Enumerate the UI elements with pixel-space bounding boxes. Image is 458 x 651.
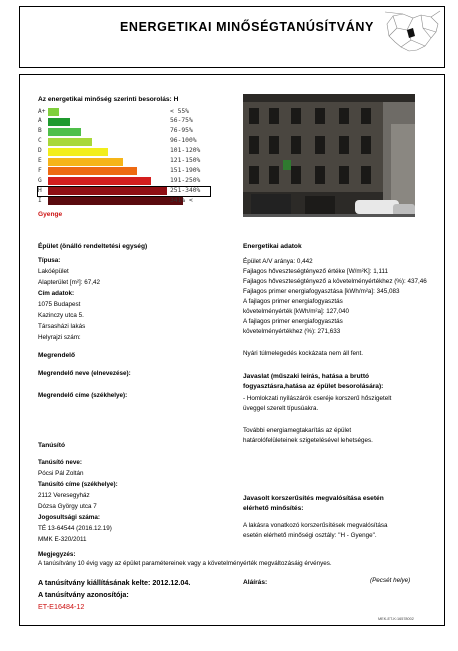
building-address-line: 1075 Budapest	[38, 301, 81, 308]
proposal-text: - Homlokzati nyílászárók cseréje korszerű hőszigetelt	[243, 395, 392, 402]
rating-class-letter: G	[38, 176, 42, 184]
page-title: ENERGETIKAI MINŐSÉGTANÚSÍTVÁNY	[120, 20, 374, 34]
certifier-license-line: MMK E-320/2011	[38, 536, 87, 543]
signature-label: Aláírás:	[243, 579, 268, 586]
current-rating-marker	[37, 186, 211, 197]
modernization-text: esetén elérhető minőségi osztály: "H - Gyenge".	[243, 532, 377, 539]
proposal-extra: határolófelületeinek szigetelésével lehetséges.	[243, 437, 373, 444]
note-label: Megjegyzés:	[38, 551, 76, 558]
certificate-id-label: A tanúsítvány azonosítója:	[38, 590, 129, 599]
building-address-label: Cím adatok:	[38, 290, 75, 297]
certifier-address-label: Tanúsító címe (székhelye):	[38, 481, 118, 488]
rating-bar-f	[48, 167, 137, 175]
rating-label: Gyenge	[38, 211, 63, 218]
energy-line: követelményértékhez (%): 271,633	[243, 328, 341, 335]
certifier-name-label: Tanúsító neve:	[38, 459, 82, 466]
modernization-text: A lakásra vonatkozó korszerűsítések megvalósítása	[243, 522, 388, 529]
rating-class-range: < 55%	[170, 107, 189, 115]
energy-line: Fajlagos hőveszteségtényező a követelményértékhez (%): 437,46	[243, 278, 427, 285]
rating-bar-c	[48, 138, 92, 146]
building-type-label: Típusa:	[38, 257, 61, 264]
certifier-address-line: 2112 Veresegyház	[38, 492, 90, 499]
rating-heading: Az energetikai minőség szerinti besorolás: H	[38, 96, 179, 103]
proposal-heading: Javaslat (műszaki leírás, hatása a bruttó	[243, 373, 370, 380]
rating-bar-e	[48, 158, 123, 166]
rating-class-range: 121-150%	[170, 157, 201, 164]
rating-class-range: 76-95%	[170, 127, 193, 135]
issue-date: A tanúsítvány kiállításának kelte: 2012.12.04.	[38, 578, 191, 587]
client-name-label: Megrendelő neve (elnevezése):	[38, 370, 131, 377]
header-frame	[19, 6, 445, 68]
rating-class-range: 56-75%	[170, 117, 193, 125]
building-photo	[243, 94, 415, 217]
building-area: Alapterület [m²]: 67,42	[38, 279, 100, 286]
rating-bar-i	[48, 197, 183, 205]
certifier-heading: Tanúsító	[38, 442, 65, 449]
rating-class-range: 341% <	[170, 196, 193, 204]
building-lot: Helyrajzi szám:	[38, 334, 81, 341]
rating-class-range: 191-250%	[170, 176, 201, 184]
rating-bar-d	[48, 148, 108, 156]
client-heading: Megrendelő	[38, 352, 76, 359]
certifier-address-line: Dózsa György utca 7	[38, 503, 97, 510]
energy-line: Épület A/V aránya: 0,442	[243, 258, 313, 265]
rating-class-letter: I	[38, 196, 42, 204]
client-address-label: Megrendelő címe (székhelye):	[38, 392, 128, 399]
modernization-heading: elérhető minősítés:	[243, 505, 304, 512]
note-text: A tanúsítvány 10 évig vagy az épület paramétereinek vagy a követelményérték megváltozásáig érvényes.	[38, 560, 332, 567]
certifier-license-line: TÉ 13-64544 (2016.12.19)	[38, 525, 112, 532]
certifier-name-value: Pócsi Pál Zoltán	[38, 470, 84, 477]
rating-class-range: 251-340%	[170, 186, 201, 194]
rating-class-letter: D	[38, 147, 42, 155]
rating-class-letter: C	[38, 137, 42, 145]
energy-line: követelményérték [kWh/m²a]: 127,040	[243, 308, 350, 315]
rating-class-letter: E	[38, 157, 42, 164]
rating-class-range: 151-190%	[170, 166, 201, 174]
proposal-extra: További energiamegtakarítás az épület	[243, 427, 352, 434]
rating-class-range: 96-100%	[170, 137, 197, 145]
certificate-id-value: ET-E16484-12	[38, 602, 85, 611]
energy-line: Fajlagos primer energiafogyasztása [kWh/m²a]: 345,083	[243, 288, 400, 295]
rating-class-letter: A+	[38, 107, 46, 115]
building-heading: Épület (önálló rendeltetési egység)	[38, 243, 148, 250]
certifier-license-label: Jogosultsági száma:	[38, 514, 100, 521]
building-type-value: Lakóépület	[38, 268, 69, 275]
rating-class-letter: H	[38, 186, 42, 194]
rating-class-letter: A	[38, 117, 42, 125]
proposal-heading: fogyasztásra,hatása az épület besorolására):	[243, 383, 384, 390]
proposal-text: üveggel szerelt típusúakra.	[243, 405, 319, 412]
rating-bar-aplus	[48, 108, 59, 116]
energy-heading: Energetikai adatok	[243, 243, 302, 250]
serial-number: MEK-ET-K:16578002	[378, 617, 414, 621]
summer-overheating-note: Nyári túlmelegedés kockázata nem áll fent.	[243, 350, 364, 357]
rating-class-letter: B	[38, 127, 42, 135]
energy-line: A fajlagos primer energiafogyasztás	[243, 298, 343, 305]
modernization-heading: Javasolt korszerűsítés megvalósítása esetén	[243, 495, 384, 502]
energy-line: Fajlagos hőveszteségtényező értéke [W/m²K]: 1,111	[243, 268, 389, 275]
rating-bar-b	[48, 128, 81, 136]
building-address-line: Társasházi lakás	[38, 323, 86, 330]
rating-class-range: 101-120%	[170, 147, 201, 155]
building-address-line: Kazinczy utca 5.	[38, 312, 84, 319]
energy-line: A fajlagos primer energiafogyasztás	[243, 318, 343, 325]
rating-class-letter: F	[38, 166, 42, 174]
rating-bar-g	[48, 177, 151, 185]
rating-bar-a	[48, 118, 70, 126]
hungary-map-icon	[383, 10, 441, 56]
stamp-placeholder: (Pecsét helye)	[370, 577, 411, 584]
